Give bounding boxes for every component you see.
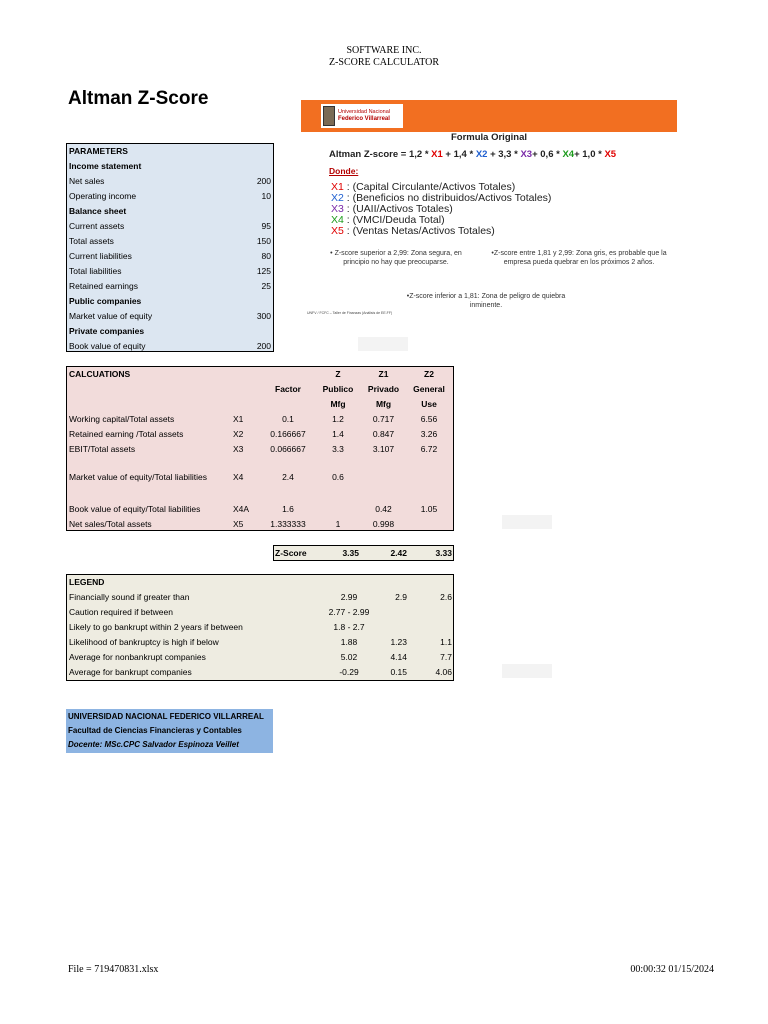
legend-label: Caution required if between (69, 607, 173, 617)
logo-line-2: Federico Villarreal (338, 116, 390, 122)
parameter-row (67, 174, 272, 189)
calc-code: X2 (233, 429, 244, 439)
calc-code: X5 (233, 519, 244, 529)
legend-z1: 4.14 (390, 652, 407, 662)
calc-row (67, 442, 452, 457)
orange-banner (301, 100, 677, 132)
legend-label: Financially sound if greater than (69, 592, 190, 602)
parameter-row (67, 294, 272, 309)
calc-z: 1 (335, 519, 341, 529)
legend-row (67, 650, 452, 665)
legend-z1: 1.23 (390, 637, 407, 647)
calc-row (67, 470, 452, 485)
calc-z1: 0.847 (372, 429, 395, 439)
legend-row (67, 635, 452, 650)
parameter-label: Operating income (69, 191, 137, 201)
company-name: SOFTWARE INC. (346, 45, 422, 56)
parameter-row (67, 339, 272, 354)
legend-z2: 4.06 (435, 667, 452, 677)
parameter-row (67, 189, 272, 204)
parameter-label: Total assets (69, 236, 114, 246)
parameter-value: 25 (261, 281, 271, 291)
header-z1: Z1 (378, 369, 389, 379)
calc-code: X4A (233, 504, 250, 514)
parameter-value (217, 159, 271, 174)
legend-z2: 1.1 (440, 637, 452, 647)
parameters-table (66, 143, 274, 352)
calc-z2 (407, 517, 451, 532)
calc-label: EBIT/Total assets (69, 444, 136, 454)
note-grey-zone: •Z-score entre 1,81 y 2,99: Zona gris, es probable que la empresa pueda quebrar en los próximos 2 años. (491, 250, 667, 266)
seal-icon (323, 106, 335, 126)
calc-z2: 6.56 (420, 414, 438, 424)
header-factor: Factor (275, 384, 301, 394)
parameter-label: Income statement (69, 161, 142, 171)
parameter-label: Current assets (69, 221, 125, 231)
calc-code: X4 (233, 472, 244, 482)
legend-label: Average for bankrupt companies (69, 667, 192, 677)
parameter-row (67, 324, 272, 339)
calc-factor: 1.6 (282, 504, 294, 514)
parameter-row (67, 159, 272, 174)
zscore-row (273, 545, 454, 561)
parameter-value (217, 204, 271, 219)
calc-z1: 3.107 (372, 444, 395, 454)
empty-cell (502, 515, 552, 529)
parameter-value: 125 (256, 266, 271, 276)
legend-row (67, 665, 452, 680)
donde-label: Donde: (329, 166, 359, 176)
zscore-label: Z-Score (275, 548, 307, 558)
legend-z: 2.99 (340, 592, 358, 602)
parameters-heading: PARAMETERS (69, 146, 128, 156)
teacher-name: Docente: MSc.CPC Salvador Espinoza Veillet (68, 740, 239, 749)
header-z1: Privado (367, 384, 400, 394)
parameter-label: Private companies (69, 326, 145, 336)
legend-label: Likely to go bankrupt within 2 years if between (69, 622, 243, 632)
parameter-label: Balance sheet (69, 206, 127, 216)
calculations-heading: CALCUATIONS (69, 369, 131, 379)
calc-header-row (67, 382, 452, 397)
parameter-row (67, 279, 272, 294)
parameter-value: 95 (261, 221, 271, 231)
zscore-z1: 2.42 (390, 548, 407, 558)
variable-x4: X4 : (VMCI/Deuda Total) (331, 214, 445, 226)
header-z: Publico (322, 384, 354, 394)
calculations-table (66, 366, 454, 531)
parameter-value (217, 294, 271, 309)
legend-z1: 2.9 (395, 592, 407, 602)
calc-z: 0.6 (332, 472, 344, 482)
calc-row (67, 502, 452, 517)
empty-cell (358, 337, 408, 351)
calc-label: Book value of equity/Total liabilities (69, 504, 201, 514)
note-danger-zone: •Z-score inferior a 1,81: Zona de peligro de quiebra inminente. (406, 293, 566, 309)
calc-label: Market value of equity/Total liabilities (69, 472, 207, 482)
calc-factor: 1.333333 (270, 519, 306, 529)
legend-z2: 2.6 (440, 592, 452, 602)
parameter-label: Retained earnings (69, 281, 138, 291)
parameter-value: 150 (256, 236, 271, 246)
calc-z1: 0.998 (372, 519, 395, 529)
header-z: Z (335, 369, 341, 379)
calc-z2 (407, 470, 451, 485)
header-z1: Mfg (375, 399, 392, 409)
page-title: Altman Z-Score (68, 88, 209, 109)
legend-z: 1.88 (340, 637, 358, 647)
parameter-value: 80 (261, 251, 271, 261)
university-name: UNIVERSIDAD NACIONAL FEDERICO VILLARREAL (68, 712, 264, 721)
parameter-row (67, 234, 272, 249)
zscore-z2: 3.33 (435, 548, 452, 558)
legend-z: 2.77 - 2.99 (328, 607, 370, 617)
calc-z1: 0.42 (375, 504, 392, 514)
variable-x2: X2 : (Beneficios no distribuidos/Activos Totales) (331, 192, 552, 204)
parameter-value: 200 (256, 176, 271, 186)
calc-code: X3 (233, 444, 244, 454)
parameter-row (67, 219, 272, 234)
legend-row (67, 590, 452, 605)
formula-title: Formula Original (450, 132, 527, 143)
header-z: Mfg (330, 399, 346, 409)
note-safe-zone: • Z-score superior a 2,99: Zona segura, en principio no hay que preocuparse. (330, 250, 462, 266)
formula-equation: Altman Z-score = 1,2 * X1 + 1,4 * X2 + 3,3 * X3+ 0,6 * X4+ 1,0 * X5 (329, 149, 617, 160)
calc-header-row (67, 397, 452, 412)
parameter-value: 10 (261, 191, 271, 201)
calc-header-row (67, 367, 452, 382)
footer-file: File = 719470831.xlsx (68, 964, 159, 975)
calc-row (67, 517, 452, 532)
calc-z2: 3.26 (420, 429, 438, 439)
legend-z: 1.8 - 2.7 (333, 622, 365, 632)
parameter-label: Net sales (69, 176, 105, 186)
calc-row (67, 412, 452, 427)
calc-z (316, 502, 360, 517)
parameter-value: 200 (256, 341, 271, 351)
parameter-label: Current liabilities (69, 251, 132, 261)
legend-z1 (367, 605, 407, 620)
calc-label: Working capital/Total assets (69, 414, 175, 424)
legend-z: -0.29 (339, 667, 359, 677)
university-logo (321, 104, 403, 128)
header-z2: Use (421, 399, 437, 409)
calc-z1: 0.717 (372, 414, 395, 424)
header-z2: Z2 (424, 369, 434, 379)
calc-z: 3.3 (332, 444, 344, 454)
parameter-label: Book value of equity (69, 341, 146, 351)
faculty-name: Facultad de Ciencias Financieras y Contables (68, 726, 242, 735)
calc-z2: 1.05 (420, 504, 438, 514)
calc-row (67, 427, 452, 442)
zscore-z: 3.35 (342, 548, 359, 558)
variable-x5: X5 : (Ventas Netas/Activos Totales) (331, 225, 495, 237)
calc-z: 1.2 (332, 414, 344, 424)
calc-factor: 0.1 (282, 414, 294, 424)
legend-z: 5.02 (340, 652, 358, 662)
empty-cell (502, 664, 552, 678)
parameter-row (67, 264, 272, 279)
legend-heading: LEGEND (69, 577, 105, 587)
variable-x1: X1 : (Capital Circulante/Activos Totales) (331, 181, 516, 193)
calc-factor: 0.166667 (270, 429, 306, 439)
calc-label: Retained earning /Total assets (69, 429, 184, 439)
parameter-label: Public companies (69, 296, 142, 306)
parameter-label: Total liabilities (69, 266, 122, 276)
legend-z2: 7.7 (440, 652, 452, 662)
parameter-value (217, 324, 271, 339)
legend-label: Likelihood of bankruptcy is high if below (69, 637, 219, 647)
legend-z2 (407, 620, 452, 635)
legend-row (67, 620, 452, 635)
header-z2: General (413, 384, 445, 394)
formula-image (301, 100, 677, 323)
calc-code: X1 (233, 414, 244, 424)
legend-row (67, 605, 452, 620)
legend-z1 (367, 620, 407, 635)
footer-timestamp: 00:00:32 01/15/2024 (630, 964, 714, 975)
calculator-title: Z-SCORE CALCULATOR (328, 57, 440, 68)
parameter-row (67, 204, 272, 219)
legend-z1: 0.15 (390, 667, 407, 677)
calc-factor: 2.4 (282, 472, 294, 482)
parameter-value: 300 (256, 311, 271, 321)
calc-factor: 0.066667 (270, 444, 306, 454)
header-factor (265, 367, 311, 382)
parameter-row (67, 309, 272, 324)
legend-label: Average for nonbankrupt companies (69, 652, 206, 662)
calc-z2: 6.72 (420, 444, 438, 454)
parameter-label: Market value of equity (69, 311, 153, 321)
logo-line-1: Universidad Nacional (338, 109, 390, 115)
variable-x3: X3 : (UAII/Activos Totales) (331, 203, 453, 215)
calc-z1 (361, 470, 406, 485)
calc-z: 1.4 (332, 429, 344, 439)
image-source: UNFV / FCFC – Taller de Finanzas (Análisis de EE.FF) (307, 311, 393, 315)
legend-table (66, 574, 454, 681)
calc-label: Net sales/Total assets (69, 519, 152, 529)
legend-z2 (407, 605, 452, 620)
parameter-row (67, 249, 272, 264)
header-factor (265, 397, 311, 412)
university-block (66, 709, 273, 753)
